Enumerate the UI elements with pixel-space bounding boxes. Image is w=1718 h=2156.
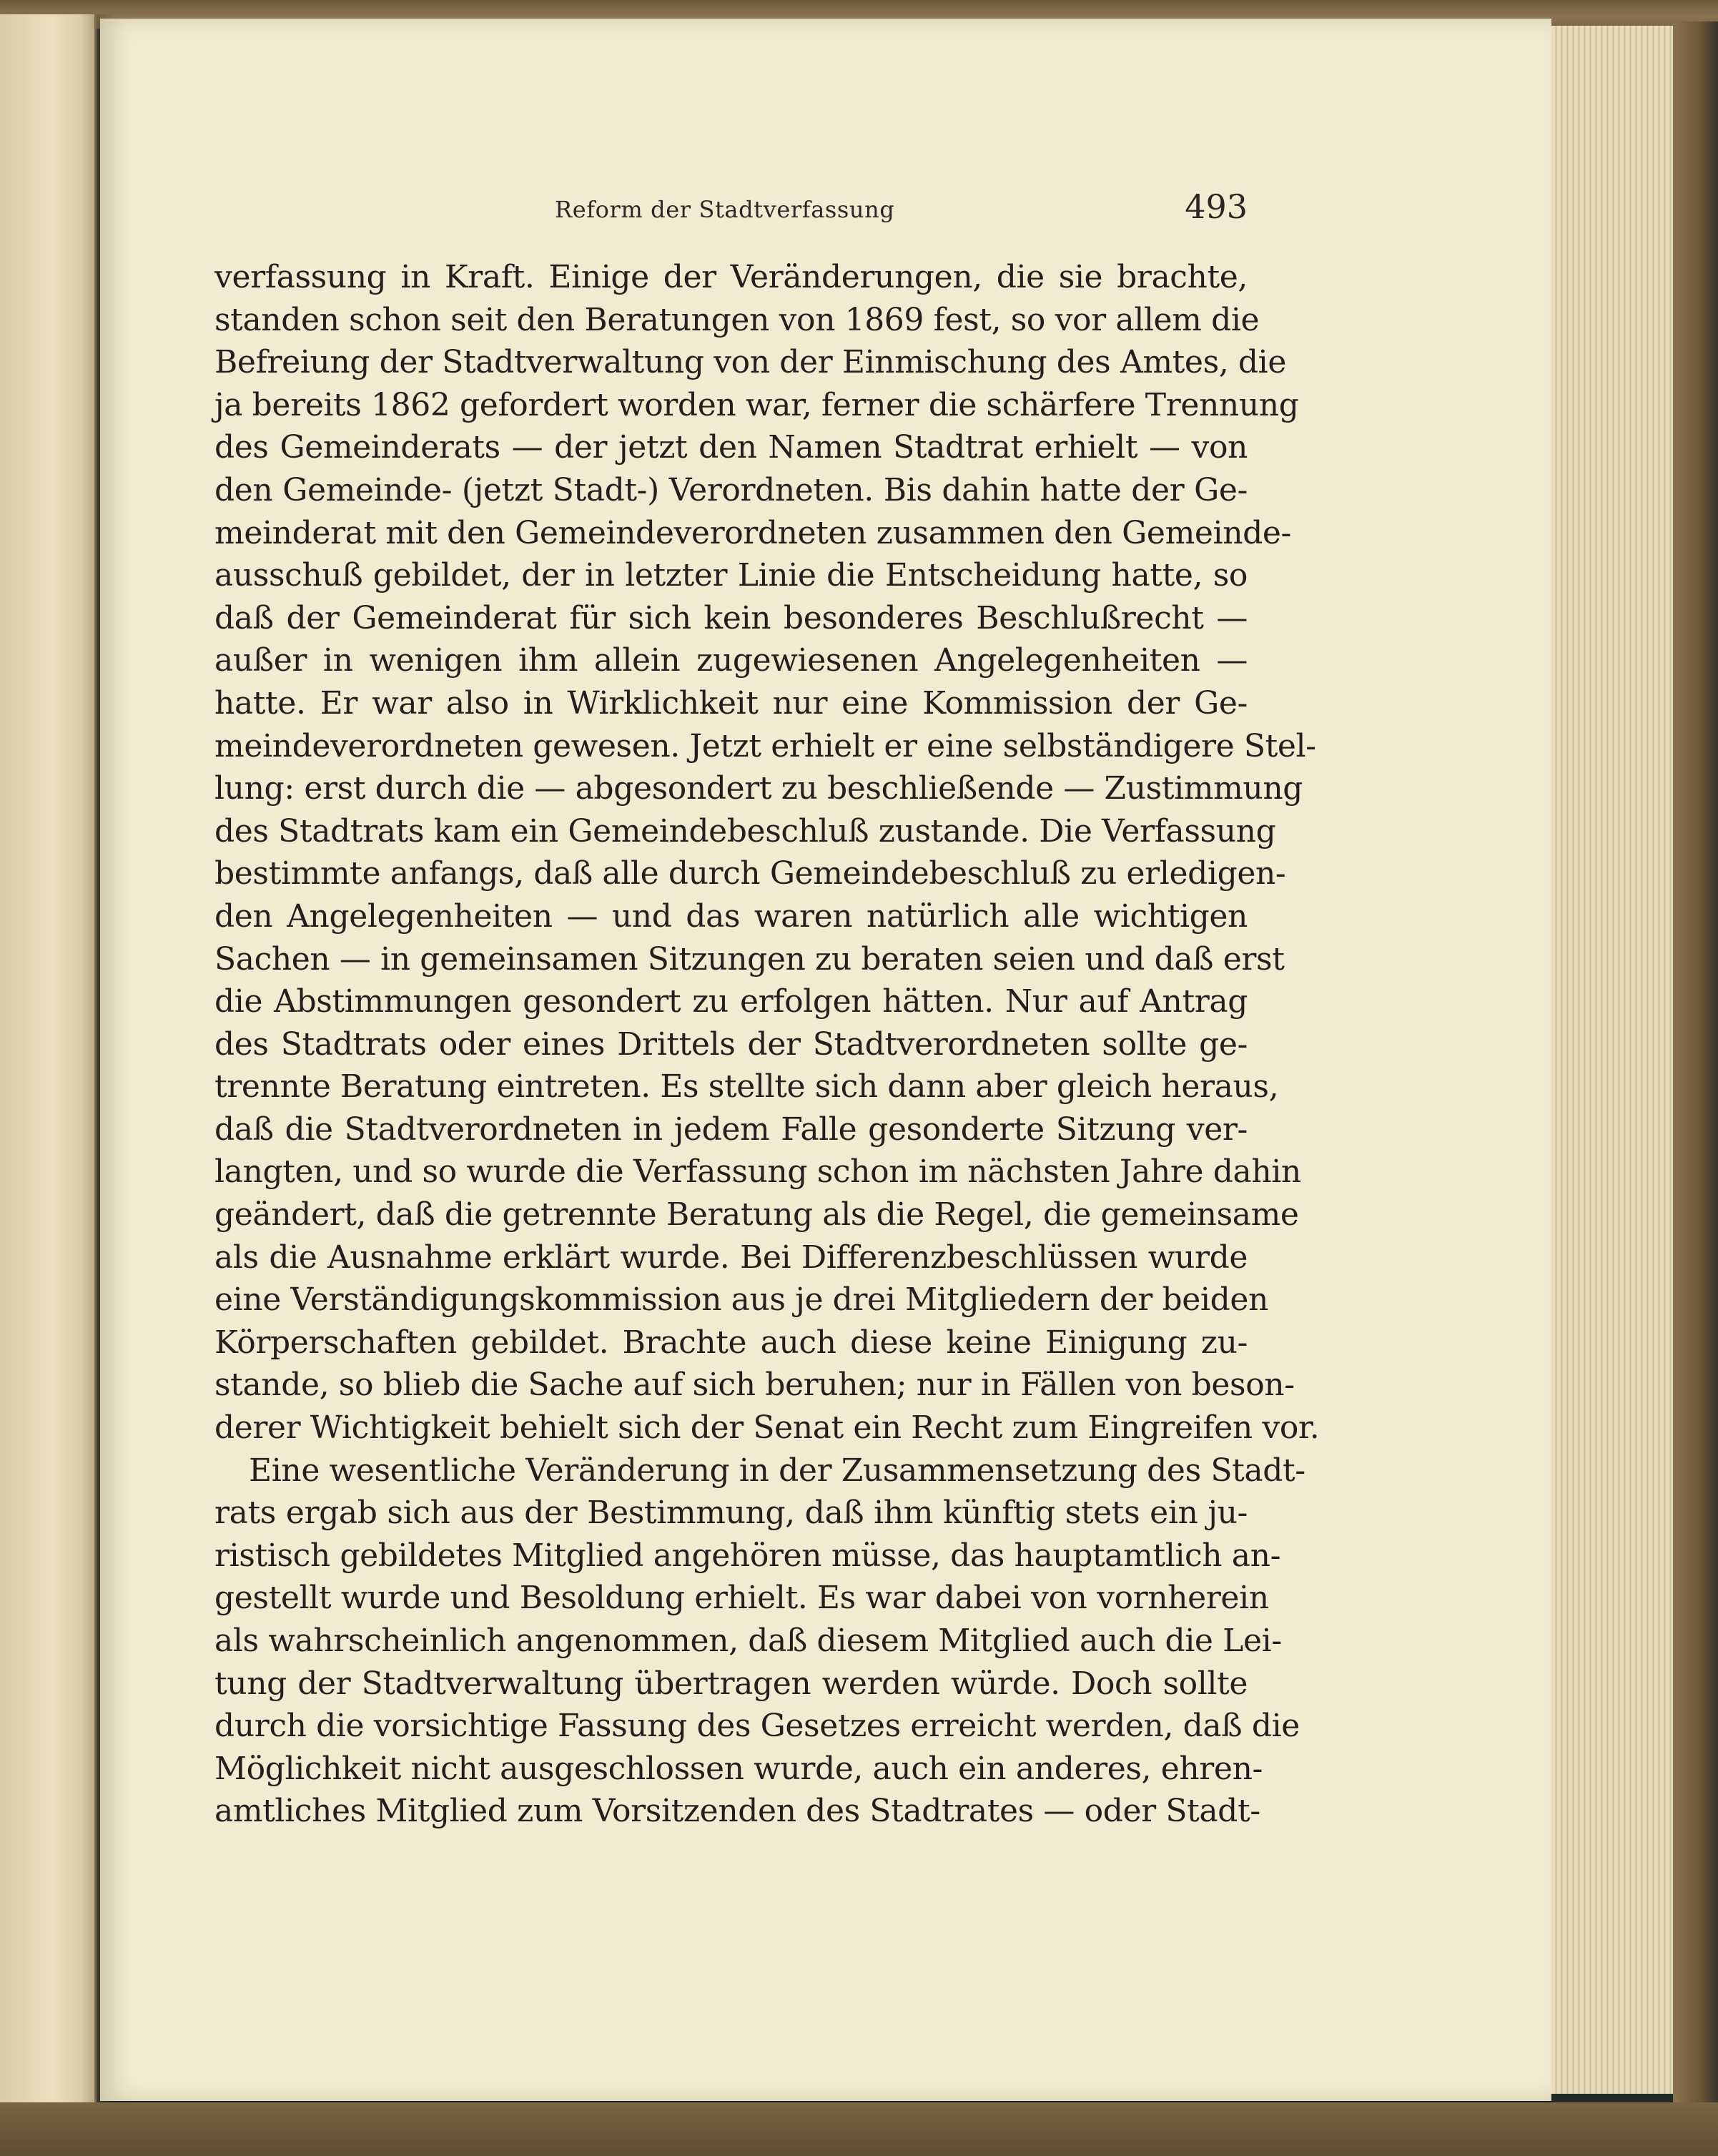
text-line: lung: erst durch die — abgesondert zu beschließende — Zustimmung — [214, 770, 1303, 807]
text-line: außer in wenigen ihm allein zugewiesenen Angelegenheiten — — [214, 642, 1248, 679]
text-line: stande, so blieb die Sache auf sich beruhen; nur in Fällen von beson- — [214, 1367, 1295, 1404]
text-line: den Gemeinde- (jetzt Stadt-) Verordneten. Bis dahin hatte der Ge- — [214, 471, 1248, 508]
text-line: des Stadtrats oder eines Drittels der Stadtverordneten sollte ge- — [214, 1025, 1248, 1063]
paragraph-end-line: derer Wichtigkeit behielt sich der Senat ein Recht zum Eingreifen vor. — [214, 1409, 1320, 1447]
book-cover-bottom — [0, 2102, 1718, 2156]
text-line: standen schon seit den Beratungen von 1869 fest, so vor allem die — [214, 301, 1260, 338]
running-head — [214, 187, 1248, 237]
text-line: ausschuß gebildet, der in letzter Linie die Entscheidung hatte, so — [214, 557, 1248, 594]
text-line: hatte. Er war also in Wirklichkeit nur eine Kommission der Ge- — [214, 684, 1248, 722]
text-line: meindeverordneten gewesen. Jetzt erhielt er eine selbständigere Stel- — [214, 727, 1316, 764]
text-line: meinderat mit den Gemeindeverordneten zusammen den Gemeinde- — [214, 514, 1292, 551]
text-line: eine Verständigungskommission aus je drei Mitgliedern der beiden — [214, 1281, 1268, 1319]
text-line: Möglichkeit nicht ausgeschlossen wurde, auch ein anderes, ehren- — [214, 1750, 1263, 1787]
paragraph-start-line: Eine wesentliche Veränderung in der Zusammensetzung des Stadt- — [249, 1452, 1305, 1489]
text-line: trennte Beratung eintreten. Es stellte sich dann aber gleich heraus, — [214, 1068, 1279, 1106]
text-line: gestellt wurde und Besoldung erhielt. Es war dabei von vornherein — [214, 1580, 1269, 1617]
text-line: tung der Stadtverwaltung übertragen werden würde. Doch sollte — [214, 1665, 1248, 1702]
text-line: bestimmte anfangs, daß alle durch Gemeindebeschluß zu erledigen- — [214, 855, 1286, 892]
text-line: amtliches Mitglied zum Vorsitzenden des Stadtrates — oder Stadt- — [214, 1793, 1260, 1830]
text-line: ja bereits 1862 gefordert worden war, ferner die schärfere Trennung — [214, 386, 1299, 423]
text-line: des Gemeinderats — der jetzt den Namen Stadtrat erhielt — von — [214, 429, 1248, 466]
book-cover-right — [1673, 21, 1718, 2102]
text-line: Befreiung der Stadtverwaltung von der Einmischung des Amtes, die — [214, 344, 1286, 381]
left-page-edge — [0, 14, 97, 2110]
text-line: Sachen — in gemeinsamen Sitzungen zu beraten seien und daß erst — [214, 940, 1285, 978]
text-line: als die Ausnahme erklärt wurde. Bei Differenzbeschlüssen wurde — [214, 1239, 1248, 1276]
text-line: daß die Stadtverordneten in jedem Falle gesonderte Sitzung ver- — [214, 1111, 1248, 1148]
text-line: verfassung in Kraft. Einige der Veränderungen, die sie brachte, — [214, 259, 1248, 295]
text-line: ristisch gebildetes Mitglied angehören müsse, das hauptamtlich an- — [214, 1537, 1281, 1574]
text-line: des Stadtrats kam ein Gemeindebeschluß zustande. Die Verfassung — [214, 812, 1276, 850]
page-number: 493 — [1185, 187, 1248, 226]
text-line: die Abstimmungen gesondert zu erfolgen hätten. Nur auf Antrag — [214, 983, 1248, 1020]
text-line: den Angelegenheiten — und das waren natürlich alle wichtigen — [214, 897, 1248, 935]
text-line: durch die vorsichtige Fassung des Gesetzes erreicht werden, daß die — [214, 1708, 1300, 1745]
text-line: Körperschaften gebildet. Brachte auch diese keine Einigung zu- — [214, 1324, 1248, 1361]
page-edges — [1551, 26, 1676, 2094]
running-title: Reform der Stadtverfassung — [555, 196, 895, 223]
text-line: geändert, daß die getrennte Beratung als die Regel, die gemeinsame — [214, 1196, 1299, 1234]
text-line: rats ergab sich aus der Bestimmung, daß ihm künftig stets ein ju- — [214, 1495, 1248, 1532]
body-text — [214, 256, 1320, 1833]
text-line: daß der Gemeinderat für sich kein besonderes Beschlußrecht — — [214, 599, 1248, 636]
text-line: langten, und so wurde die Verfassung schon im nächsten Jahre dahin — [214, 1153, 1301, 1191]
text-line: als wahrscheinlich angenommen, daß diesem Mitglied auch die Lei- — [214, 1623, 1282, 1659]
